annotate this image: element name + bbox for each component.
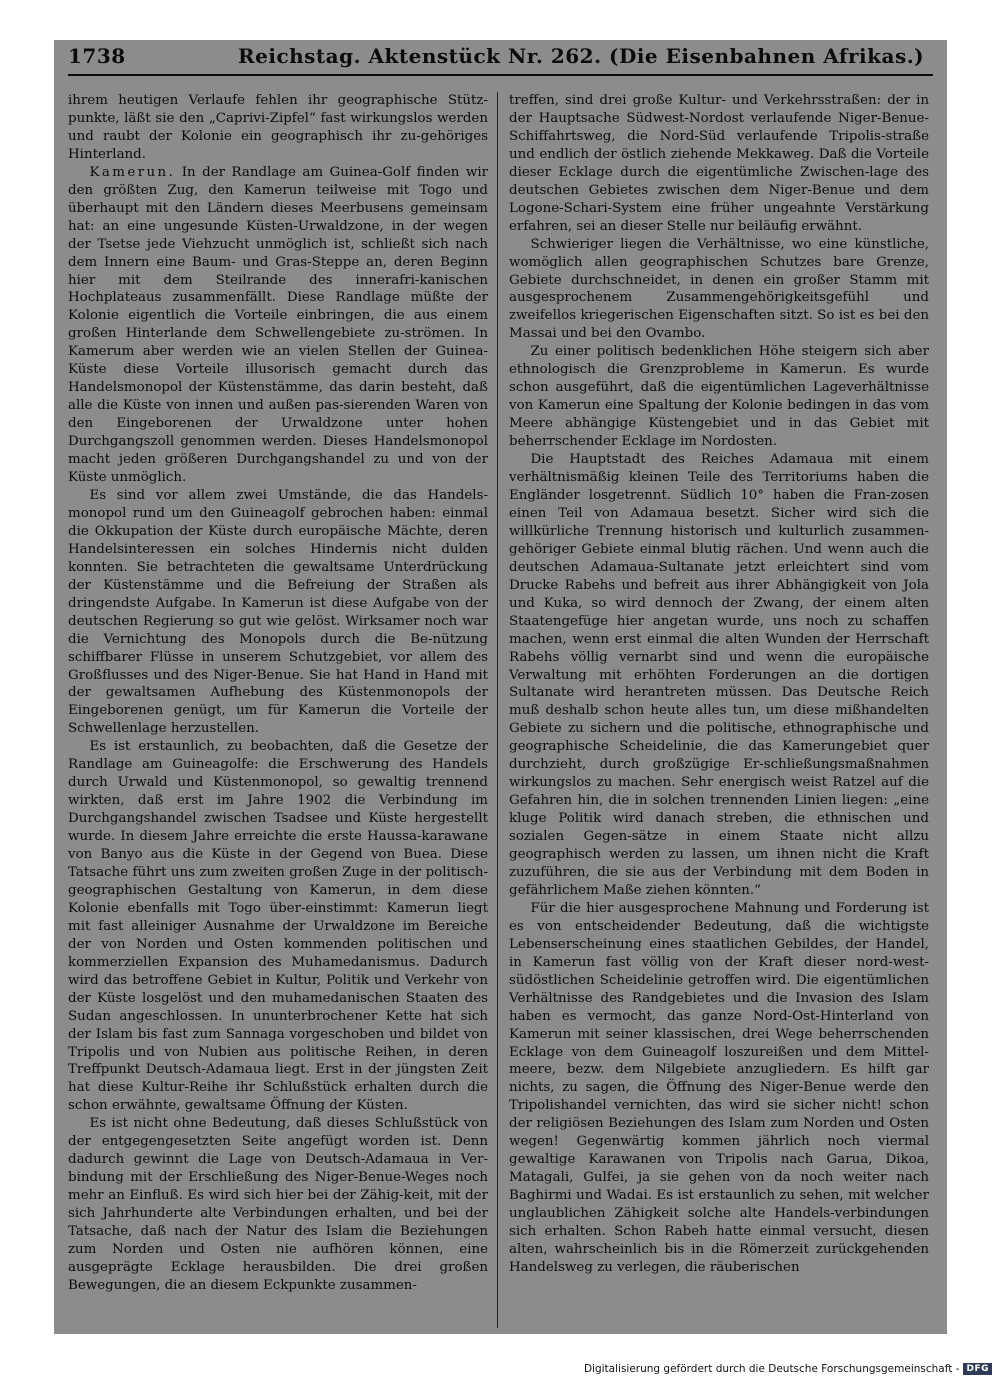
page-number: 1738 [68, 44, 126, 68]
paragraph: Die Hauptstadt des Reiches Adamaua mit einem verhältnismäßig kleinen Teile des Territoriums haben die Engländer losgetrennt. Südlich 10° haben die Fran-zosen einen Teil von Adamaua besetzt. Sicher wird sich die willkürliche Trennung historisch und kulturlich zusammen-gehöriger Gebiete einmal blutig rächen. Und wenn auch die deutschen Adamaua-Sultanate jetzt erleichtert sind vom Drucke Rabehs und befreit aus ihrer Abhängigkeit von Jola und Kuka, so wird dennoch der Zwang, der einem alten Staatengefüge hier angetan wurde, uns noch zu schaffen machen, wenn erst einmal die alten Wunden der Herrschaft Rabehs völlig vernarbt sind und wenn die europäische Verwaltung mit erhöhten Forderungen an die dortigen Sultanate wird herantreten müssen. Das Deutsche Reich muß deshalb schon heute alles tun, um diese mißhandelten Gebiete zu sichern und die politische, ethnographische und geographische Scheidelinie, die das Kamerungebiet quer durchzieht, durch großzügige Er-schließungsmaßnahmen wirkungslos zu machen. Sehr energisch weist Ratzel auf die Gefahren hin, die in solchen trennenden Linien liegen: „eine kluge Politik wird danach streben, die ethnischen und sozialen Gegen-sätze in einem Staate nicht allzu geographisch werden zu lassen, um ihnen nicht die Kraft zuzuführen, die sie aus der Verbindung mit dem Boden in gefährlichem Maße ziehen könnten.“ [509, 452, 929, 898]
dfg-logo-icon: DFG [963, 1363, 992, 1375]
footer-credit [584, 1363, 992, 1375]
paragraph: Für die hier ausgesprochene Mahnung und Forderung ist es von entscheidender Bedeutung, daß die wichtigste Lebenserscheinung eines staatlichen Gebildes, der Handel, in Kamerun fast völlig von der Kraft dieser nord-west-südöstlichen Scheidelinie getroffen wird. Die eigentümlichen Verhältnisse des Randgebietes und die Invasion des Islam haben es vermocht, das ganze Nord-Ost-Hinterland von Kamerun mit seiner klassischen, drei Wege beherrschenden Ecklage von dem Guineagolf loszureißen und dem Mittel-meere, bezw. dem Nilgebiete anzugliedern. Es hilft gar nichts, zu sagen, die Öffnung des Niger-Benue werde den Tripolishandel vernichten, das wird sie sicher nicht! schon der religiösen Beziehungen des Islam zum Norden und Osten wegen! Gegenwärtig kommen jährlich noch viermal gewaltige Karawanen von Tripolis nach Garua, Dikoa, Matagali, Gulfei, ja sie gehen von da noch weiter nach Baghirmi und Wadai. Es ist erstaunlich zu sehen, mit welcher unglaublichen Zähigkeit solche alte Handels-verbindungen sich erhalten. Schon Rabeh hatte einmal versucht, diesen alten, wahrscheinlich bis in die Römerzeit zurückgehenden Handelsweg zu verlegen, die räuberischen [509, 900, 929, 1275]
running-title: Reichstag. Aktenstück Nr. 262. (Die Eisenbahnen Afrikas.) [238, 44, 925, 68]
section-keyword: Kamerun. [89, 164, 176, 180]
paragraph [68, 164, 488, 487]
paragraph: Es ist erstaunlich, zu beobachten, daß die Gesetze der Randlage am Guineagolfe: die Erschwerung des Handels durch Urwald und Küstenmonopol, so gewaltig trennend wirkten, daß erst im Jahre 1902 die Verbindung im Durchgangshandel zwischen Tsadsee und Küste hergestellt wurde. In diesem Jahre erreichte die erste Haussa-karawane von Banyo aus die Küste in der Gegend von Buea. Diese Tatsache führt uns zum zweiten großen Zuge in der politisch-geographischen Gestaltung von Kamerun, in dem diese Kolonie ebenfalls mit Togo über-einstimmt: Kamerun liegt mit fast alleiniger Ausnahme der Urwaldzone im Bereiche der von Norden und Osten kommenden politischen und kommerziellen Expansion des Muhamedanismus. Dadurch wird das betroffene Gebiet in Kultur, Politik und Verkehr von der Küste losgelöst und den muhamedanischen Staaten des Sudan angeschlossen. In ununterbrochener Kette hat sich der Islam bis fast zum Sannaga vorgeschoben und bildet von Tripolis und von Nubien aus politische Reihen, in deren Treffpunkt Deutsch-Adamaua liegt. Erst in der jüngsten Zeit hat diese Kultur-Reihe ihr Schlußstück erhalten durch die schon erwähnte, gewaltsame Öffnung der Küsten. [68, 739, 488, 1114]
paragraph: Es sind vor allem zwei Umstände, die das Handels-monopol rund um den Guineagolf gebrochen haben: einmal die Okkupation der Küste durch europäische Mächte, deren Handelsinteressen ein solches Hindernis nicht dulden konnten. Sie betrachteten die gewaltsame Unterdrückung der Küstenstämme und die Befreiung der Straßen als dringendste Aufgabe. In Kamerun ist diese Aufgabe von der deutschen Regierung so gut wie gelöst. Wirksamer noch war die Vernichtung des Monopols durch die Be-nützung schiffbarer Flüsse in unserem Schutzgebiet, vor allem des Großflusses und des Niger-Benue. Sie hat Hand in Hand mit der gewaltsamen Aufhebung des Küstenmonopols der Eingeborenen genügt, um für Kamerun die Vorteile der Schwellenlage herzustellen. [68, 487, 488, 737]
paragraph: Zu einer politisch bedenklichen Höhe steigern sich aber ethnologisch die Grenzprobleme in Kamerun. Es wurde schon ausgeführt, daß die eigentümlichen Lageverhältnisse von Kamerun eine Spaltung der Kolonie bedingen in das vom Meere abhängige Küstengebiet und in das Gebiet mit beherrschender Ecklage im Nordosten. [509, 344, 929, 450]
paragraph: ihrem heutigen Verlaufe fehlen ihr geographische Stütz-punkte, läßt sie den „Caprivi-Zipfel“ fast wirkungslos werden und raubt der Kolonie ein geographisch ihr zu-gehöriges Hinterland. [68, 93, 488, 162]
scanned-page [54, 40, 947, 1334]
column-divider [497, 92, 498, 1328]
paragraph: treffen, sind drei große Kultur- und Verkehrsstraßen: der in der Hauptsache Südwest-Nordost verlaufende Niger-Benue-Schiffahrtsweg, die Nord-Süd verlaufende Tripolis-straße und endlich der östlich ziehende Mekkaweg. Daß die Vorteile dieser Ecklage durch die eigentümliche Zwischen-lage des deutschen Gebietes zwischen dem Niger-Benue und dem Logone-Schari-System eine früher ungeahnte Verstärkung erfahren, sei an dieser Stelle nur beiläufig erwähnt. [509, 93, 929, 234]
paragraph: Schwieriger liegen die Verhältnisse, wo eine künstliche, womöglich allen geographischen Schutzes bare Grenze, Gebiete durchschneidet, in denen ein großer Stamm mit ausgesprochenem Zusammengehörigkeitsgefühl und zweifellos kriegerischen Eigenschaften sitzt. So ist es bei den Massai und bei den Ovambo. [509, 236, 929, 342]
paragraph: Es ist nicht ohne Bedeutung, daß dieses Schlußstück von der entgegengesetzten Seite angefügt worden ist. Denn dadurch gewinnt die Lage von Deutsch-Adamaua in Ver-bindung mit der Erschließung des Niger-Benue-Weges noch mehr an Einfluß. Es wird sich hier bei der Zähig-keit, mit der sich Jahrhunderte alte Verbindungen erhalten, und bei der Tatsache, daß nach der Natur des Islam die Beziehungen zum Norden und Osten nie aufhören können, eine ausgeprägte Ecklage herausbilden. Die drei großen Bewegungen, die an diesem Eckpunkte zusammen- [68, 1116, 488, 1293]
footer-text: Digitalisierung gefördert durch die Deutsche Forschungsgemeinschaft - [583, 1363, 960, 1375]
header-rule [68, 74, 933, 76]
paragraph-text: In der Randlage am Guinea-Golf finden wir den größten Zug, den Kamerun teilweise mit Togo und überhaupt mit den Ländern dieses Meerbusens gemeinsam hat: an eine ungesunde Küsten-Urwaldzone, in der wegen der Tsetse jede Viehzucht unmöglich ist, schließt sich nach dem Innern eine Baum- und Gras-Steppe an, deren Beginn hier mit dem Steilrande des innerafri-kanischen Hochplateaus zusammenfällt. Diese Randlage müßte der Kolonie eigentlich die Vorteile einbringen, die aus einem großen Hinterlande dem Schwellengebiete zu-strömen. In Kamerum aber werden wie an vielen Stellen der Guinea-Küste diese Vorteile illusorisch gemacht durch das Handelsmonopol der Küstenstämme, das darin besteht, daß alle die Küste von innen und außen pas-sierenden Waren von den Eingeborenen der Urwaldzone unter hohen Durchgangszoll genommen werden. Dieses Handelsmonopol macht jeden größeren Durchgangshandel zu und von der Küste unmöglich. [68, 164, 488, 486]
right-column [509, 92, 929, 1277]
left-column [68, 92, 488, 1295]
